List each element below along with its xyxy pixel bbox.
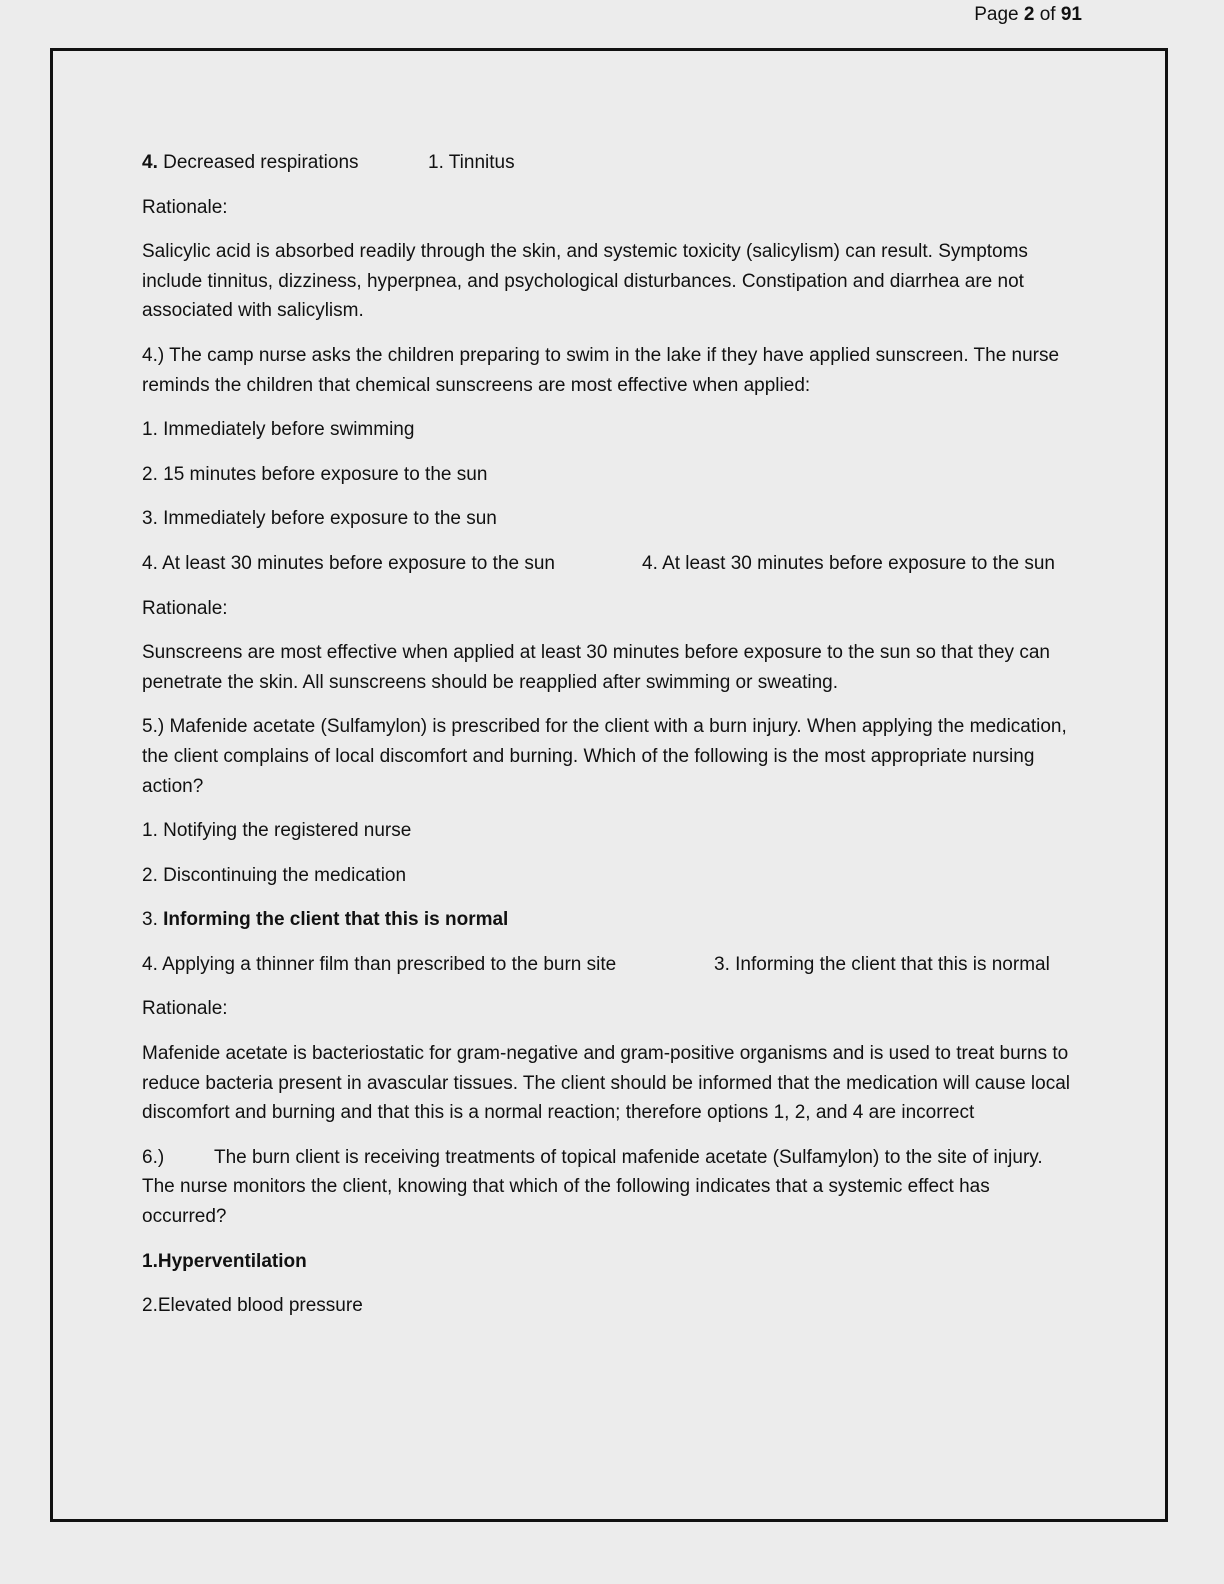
rationale-label: Rationale:: [142, 196, 228, 218]
correct-answer: 1. Tinnitus: [428, 152, 515, 173]
question-6: 6.) The burn client is receiving treatments of topical mafenide acetate (Sulfamylon) to the site of injury. The nurse monitors the client, knowing that which of the following indicates that a systemic effect has occurred?: [142, 1146, 1043, 1228]
question-5: 5.) Mafenide acetate (Sulfamylon) is prescribed for the client with a burn injury. When applying the medication, the client complains of local discomfort and burning. Which of the following is the most appropriate nursing action?: [142, 716, 1067, 797]
q4-option-2: 2. 15 minutes before exposure to the sun: [142, 463, 488, 485]
q5-rationale-label: Rationale:: [142, 998, 228, 1020]
option-text: Decreased respirations: [163, 152, 359, 173]
question-4: 4.) The camp nurse asks the children preparing to swim in the lake if they have applied sunscreen. The nurse reminds the children that chemical sunscreens are most effective when applied:: [142, 344, 1060, 396]
total-pages: 91: [1060, 4, 1082, 25]
q4-option-4: 4. At least 30 minutes before exposure to the sun: [142, 552, 555, 574]
q4-rationale-label: Rationale:: [142, 597, 228, 619]
q5-option-1: 1. Notifying the registered nurse: [142, 820, 412, 842]
q6-option-2: 2.Elevated blood pressure: [142, 1295, 363, 1317]
q5-option-4: 4. Applying a thinner film than prescribed to the burn site: [142, 953, 617, 975]
q4-option-3: 3. Immediately before exposure to the sun: [142, 508, 497, 530]
q5-option-3-bold: Informing the client that this is normal: [163, 909, 509, 931]
q5-option-4-row: [142, 950, 1078, 980]
q5-option-3: 3. Informing the client that this is normal: [142, 909, 509, 931]
q5-option-2: 2. Discontinuing the medication: [142, 864, 407, 886]
q4-option-1: 1. Immediately before swimming: [142, 419, 415, 441]
q5-rationale-text: Mafenide acetate is bacteriostatic for gram-negative and gram-positive organisms and is used to treat burns to reduce bacteria present in avascular tissues. The client should be informed that the medication will cause local discomfort and burning and that this is a normal reaction; therefore options 1, 2, and 4 are incorrect: [142, 1043, 1070, 1124]
q4-option-4-row: [142, 549, 1078, 579]
q4-rationale-text: Sunscreens are most effective when applied at least 30 minutes before exposure to the sun so that they can penetrate the skin. All sunscreens should be reapplied after swimming or sweating.: [142, 642, 1050, 693]
page-number: Page 2 of 91: [974, 4, 1082, 25]
q5-correct-answer: 3. Informing the client that this is normal: [714, 953, 1050, 975]
rationale-text: Salicylic acid is absorbed readily through the skin, and systemic toxicity (salicylism) can result. Symptoms include tinnitus, dizziness, hyperpnea, and psychological disturbances. Constipation and diarrhea are not associated with salicylism.: [142, 241, 1028, 322]
q6-option-1: 1.Hyperventilation: [142, 1250, 307, 1272]
q4-correct-answer: 4. At least 30 minutes before exposure to the sun: [642, 552, 1055, 574]
document-body: [142, 148, 1078, 1336]
current-page: 2: [1023, 4, 1035, 25]
option-number: 4.: [142, 152, 158, 173]
previous-answer-row: [142, 148, 1078, 178]
